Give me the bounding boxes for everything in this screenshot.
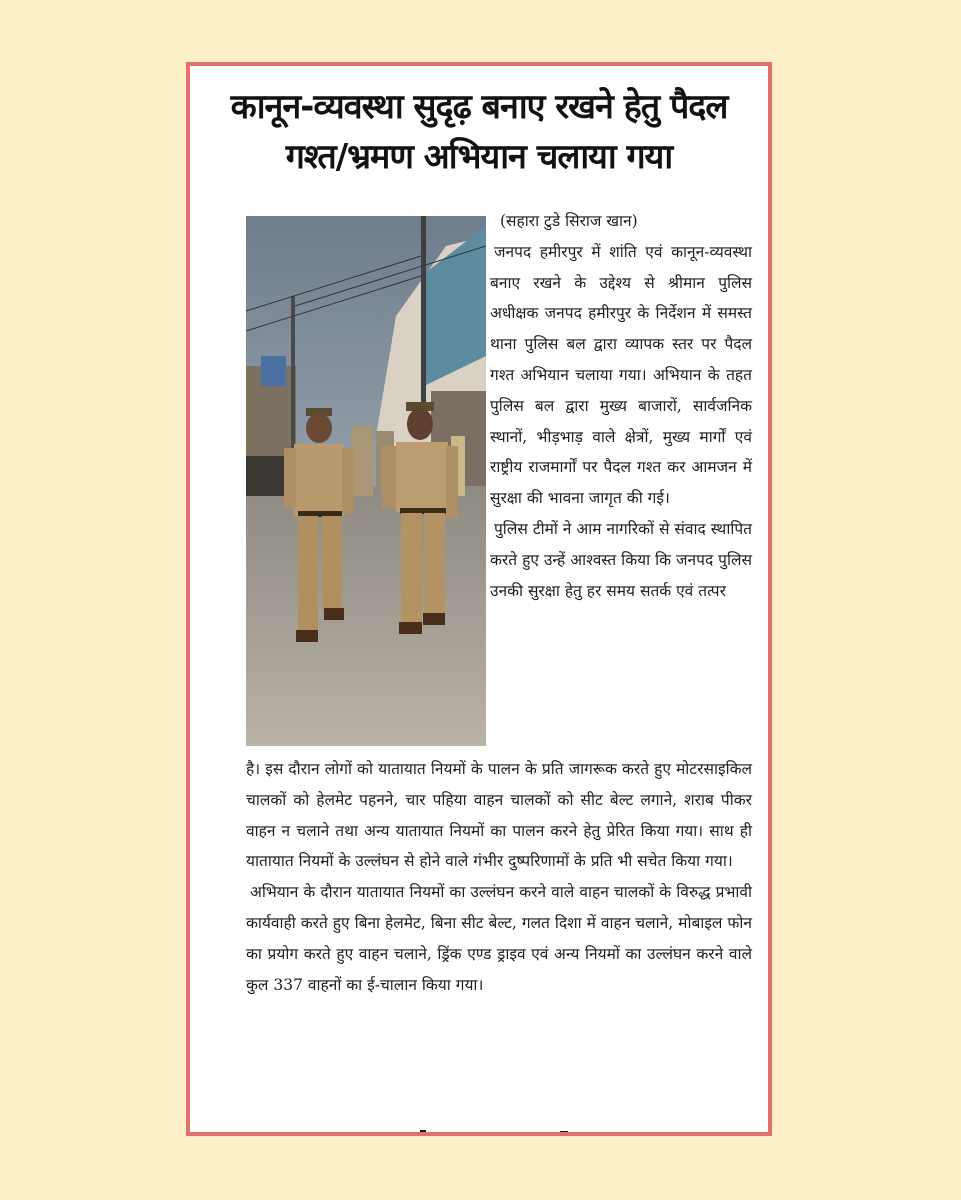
- headline: [190, 82, 768, 182]
- news-clipping: [186, 62, 772, 1136]
- paragraph-2-start: पुलिस टीमों ने आम नागरिकों से संवाद स्थापित करते हुए उन्हें आश्वस्त किया कि जनपद पुलिस उनकी सुरक्षा हेतु हर समय सतर्क एवं तत्पर: [490, 519, 752, 600]
- headline-line-2: गश्त/भ्रमण अभियान चलाया गया: [285, 137, 673, 177]
- paragraph-3: अभियान के दौरान यातायात नियमों का उल्लंघन करने वाले वाहन चालकों के विरुद्ध प्रभावी कार्यवाही करते हुए बिना हेलमेट, बिना सीट बेल्ट, गलत दिशा में वाहन चलाने, मोबाइल फोन का प्रयोग करते हुए वाहन चलाने, ड्रिंक एण्ड ड्राइव एवं अन्य नियमों का उल्लंघन करने वाले कुल 337 वाहनों का ई-चालान किया गया।: [246, 883, 752, 994]
- text-column-full: [246, 754, 752, 1000]
- text-column-right: [490, 206, 752, 606]
- byline: (सहारा टुडे सिराज खान): [500, 212, 638, 230]
- paragraph-1: जनपद हमीरपुर में शांति एवं कानून-व्यवस्था बनाए रखने के उद्देश्य से श्रीमान पुलिस अधीक्षक जनपद हमीरपुर के निर्देशन में समस्त थाना पुलिस बल द्वारा व्यापक स्तर पर पैदल गश्त अभियान चलाया गया। अभियान के तहत पुलिस बल द्वारा मुख्य बाजारों, सार्वजनिक स्थानों, भीड़भाड़ वाले क्षेत्रों, मुख्य मार्गों एवं राष्ट्रीय राजमार्गों पर पैदल गश्त कर आमजन में सुरक्षा की भावना जागृत की गई।: [490, 242, 752, 508]
- cut-off-next-headline: [400, 1126, 580, 1136]
- headline-line-1: कानून-व्यवस्था सुदृढ़ बनाए रखने हेतु पैदल: [230, 87, 728, 127]
- news-photo: [246, 216, 486, 746]
- paragraph-2-continued: है। इस दौरान लोगों को यातायात नियमों के पालन के प्रति जागरूक करते हुए मोटरसाइकिल चालकों को हेलमेट पहनने, चार पहिया वाहन चालकों को सीट बेल्ट लगाने, शराब पीकर वाहन न चलाने तथा अन्य यातायात नियमों का पालन करने हेतु प्रेरित किया गया। साथ ही यातायात नियमों के उल्लंघन से होने वाले गंभीर दुष्परिणामों के प्रति भी सचेत किया गया।: [246, 760, 752, 871]
